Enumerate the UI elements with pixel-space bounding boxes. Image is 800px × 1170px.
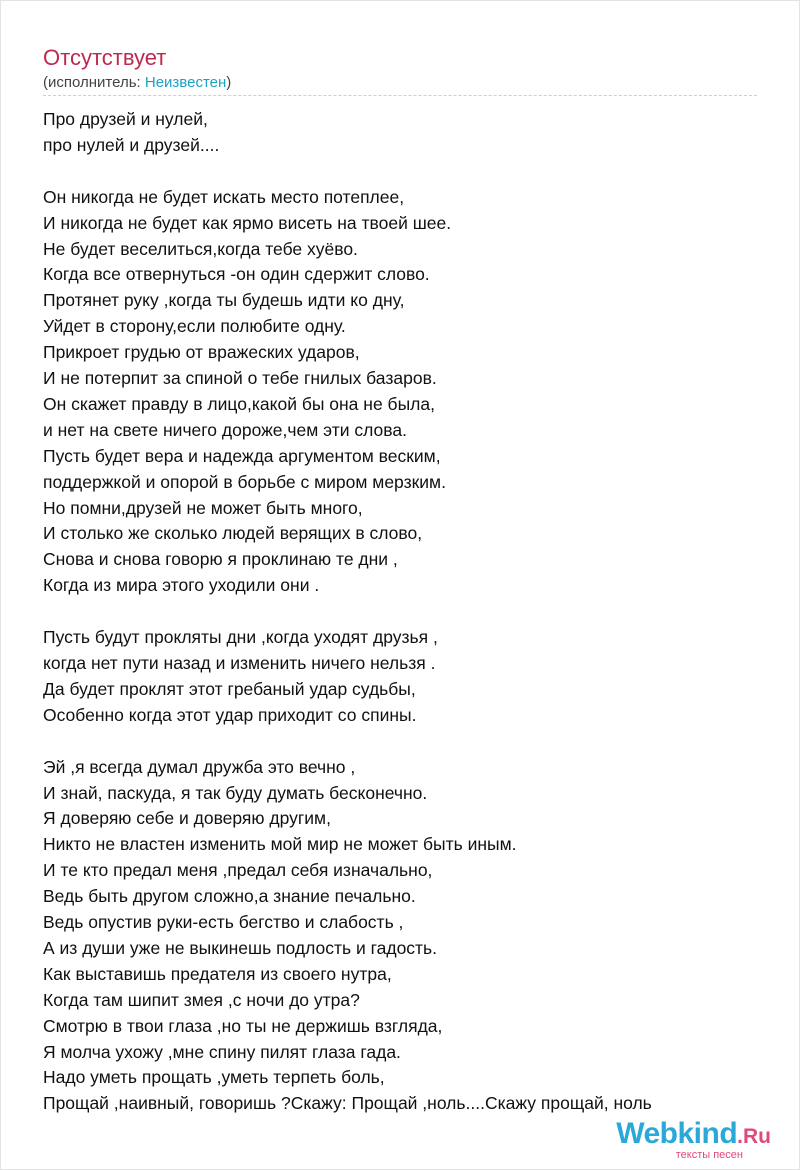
lyric-line: Ведь опустив руки-есть бегство и слабость ,	[43, 912, 404, 933]
logo-tld: .Ru	[737, 1125, 771, 1148]
lyric-line: И столько же сколько людей верящих в слово,	[43, 523, 423, 544]
artist-suffix: )	[226, 74, 232, 91]
lyric-line: Никто не властен изменить мой мир не может быть иным.	[43, 834, 517, 855]
lyric-line: И знай, паскуда, я так буду думать бесконечно.	[43, 782, 428, 803]
lyric-line: про нулей и друзей....	[43, 134, 220, 155]
lyric-line: Снова и снова говорю я проклинаю те дни ,	[43, 549, 398, 570]
lyric-line: И не потерпит за спиной о тебе гнилых базаров.	[43, 368, 437, 389]
lyric-line: Смотрю в твои глаза ,но ты не держишь взгляда,	[43, 1015, 443, 1036]
lyric-line: Уйдет в сторону,если полюбите одну.	[43, 316, 346, 337]
lyrics-body	[43, 107, 773, 1117]
logo-brand: Webkind	[616, 1117, 738, 1150]
title-divider	[43, 95, 757, 96]
artist-link[interactable]: Неизвестен	[144, 74, 227, 91]
lyric-line: Не будет веселиться,когда тебе хуёво.	[43, 238, 358, 259]
lyric-line: Я доверяю себе и доверяю другим,	[43, 808, 331, 829]
lyric-line: Он никогда не будет искать место потеплее,	[43, 186, 405, 207]
lyric-line: и нет на свете ничего дороже,чем эти слова.	[43, 419, 407, 440]
lyric-line: Когда там шипит змея ,с ночи до утра?	[43, 989, 360, 1010]
lyric-line: Когда все отвернуться -он один сдержит слово.	[43, 264, 430, 285]
lyrics-stanza	[43, 755, 773, 1118]
lyric-line: Когда из мира этого уходили они .	[43, 575, 320, 596]
lyric-line: Как выставишь предателя из своего нутра,	[43, 963, 392, 984]
lyric-line: Прощай ,наивный, говоришь ?Скажу: Прощай ,ноль....Скажу прощай, ноль	[43, 1093, 652, 1114]
lyric-line: Он скажет правду в лицо,какой бы она не была,	[43, 393, 435, 414]
lyric-line: Про друзей и нулей,	[43, 109, 208, 129]
lyric-line: Пусть будет вера и надежда аргументом веским,	[43, 445, 441, 466]
lyric-line: И никогда не будет как ярмо висеть на твоей шее.	[43, 212, 452, 233]
lyric-line: Я молча ухожу ,мне спину пилят глаза гада.	[43, 1041, 401, 1062]
lyric-line: А из души уже не выкинешь подлость и гадость.	[43, 937, 438, 958]
lyric-line: поддержкой и опорой в борьбе с миром мерзким.	[43, 471, 446, 492]
lyric-line: Да будет проклят этот гребаный удар судьбы,	[43, 678, 416, 699]
artist-line	[43, 74, 231, 92]
artist-prefix: (исполнитель:	[43, 74, 145, 91]
lyrics-stanza	[43, 107, 773, 159]
lyric-line: Пусть будут прокляты дни ,когда уходят друзья ,	[43, 627, 438, 648]
lyric-line: И те кто предал меня ,предал себя изначально,	[43, 860, 433, 881]
lyric-line: Надо уметь прощать ,уметь терпеть боль,	[43, 1067, 385, 1088]
lyric-line: Но помни,друзей не может быть много,	[43, 497, 363, 518]
lyrics-stanza	[43, 185, 773, 600]
lyric-line: Ведь быть другом сложно,а знание печально.	[43, 886, 416, 907]
lyric-line: Протянет руку ,когда ты будешь идти ко дну,	[43, 290, 405, 311]
webkind-logo[interactable]	[614, 1119, 773, 1161]
lyrics-stanza	[43, 625, 773, 729]
lyric-line: когда нет пути назад и изменить ничего нельзя .	[43, 653, 436, 673]
lyric-line: Прикроет грудью от вражеских ударов,	[43, 342, 360, 363]
song-title: Отсутствует	[43, 45, 167, 70]
lyric-line: Особенно когда этот удар приходит со спины.	[43, 704, 417, 725]
lyric-line: Эй ,я всегда думал дружба это вечно ,	[43, 756, 356, 777]
logo-tagline: тексты песен	[675, 1149, 743, 1161]
